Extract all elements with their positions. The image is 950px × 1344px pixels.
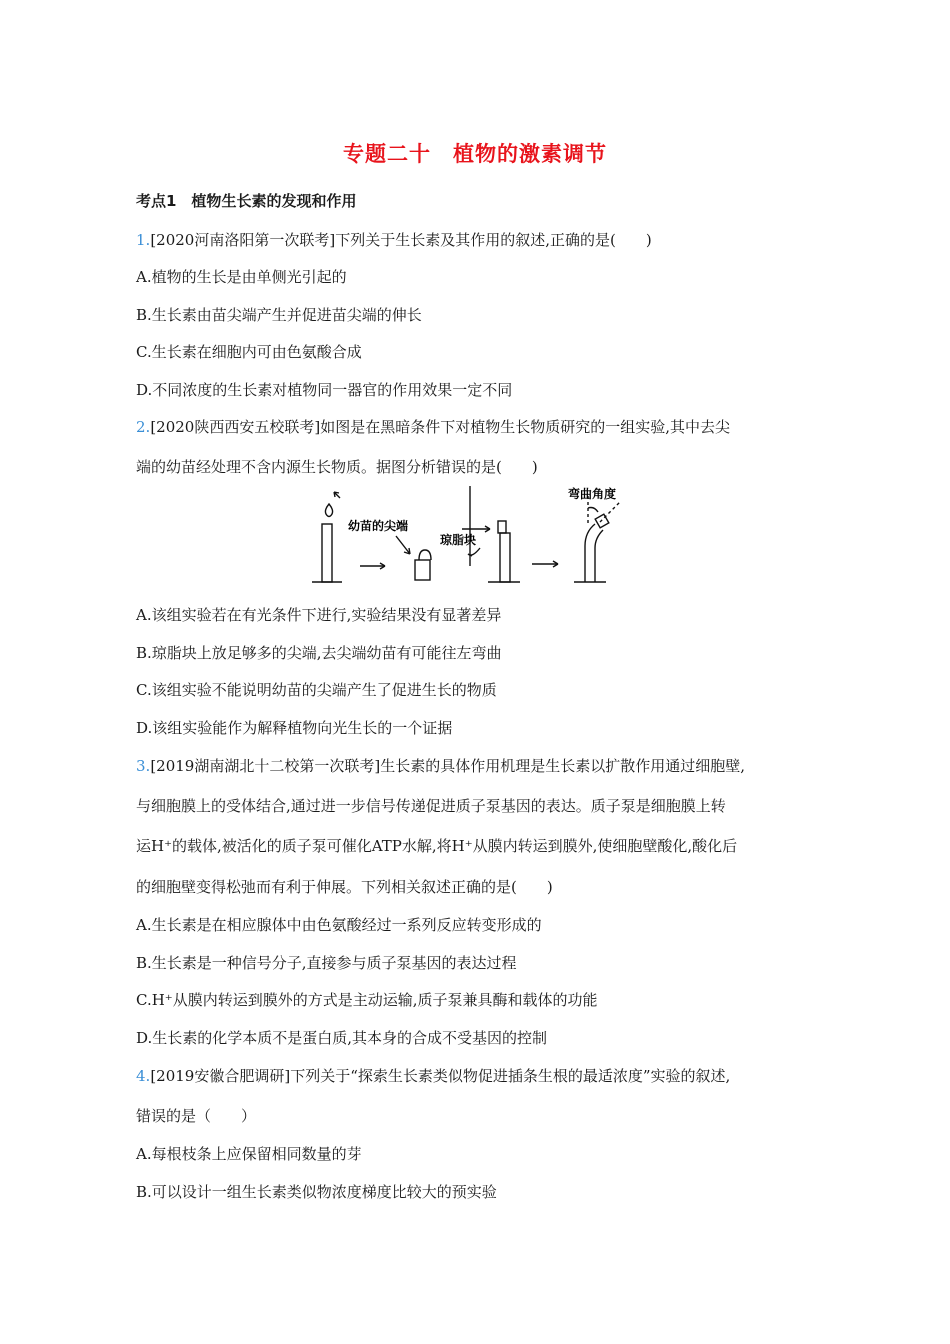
agar-on-bent-seedling <box>595 514 609 528</box>
treated-seedling <box>500 533 510 582</box>
question-1-option-b: B.生长素由苗尖端产生并促进苗尖端的伸长 <box>136 306 422 324</box>
question-3-stem-line-4: 的细胞壁变得松弛而有利于伸展。下列相关叙述正确的是( ) <box>136 878 553 896</box>
question-4-option-b: B.可以设计一组生长素类似物浓度梯度比较大的预实验 <box>136 1183 497 1201</box>
question-3-option-c: C.H⁺从膜内转运到膜外的方式是主动运输,质子泵兼具酶和载体的功能 <box>136 991 598 1009</box>
tip-arrow-icon <box>334 492 340 498</box>
question-3-stem-line-2: 与细胞膜上的受体结合,通过进一步信号传递促进质子泵基因的表达。质子泵是细胞膜上转 <box>136 797 726 815</box>
question-3-option-b: B.生长素是一种信号分子,直接参与质子泵基因的表达过程 <box>136 954 517 972</box>
bent-seedling <box>585 524 603 582</box>
question-4-option-a: A.每根枝条上应保留相同数量的芽 <box>136 1145 362 1163</box>
question-1-stem <box>136 229 652 250</box>
question-4-text-1: [2019安徽合肥调研]下列关于“探索生长素类似物促进插条生根的最适浓度”实验的叙述, <box>150 1067 731 1085</box>
label-bend-angle: 弯曲角度 <box>568 487 617 501</box>
deflection-line <box>600 502 620 522</box>
question-3-option-a: A.生长素是在相应腺体中由色氨酸经过一系列反应转变形成的 <box>136 916 542 934</box>
question-3-text-1: [2019湖南湖北十二校第一次联考]生长素的具体作用机理是生长素以扩散作用通过细胞壁, <box>150 757 745 775</box>
question-2-text-1: [2020陕西西安五校联考]如图是在黑暗条件下对植物生长物质研究的一组实验,其中去尖 <box>150 418 730 436</box>
tip-pointer-icon <box>396 536 410 554</box>
detached-tip-icon <box>325 504 332 517</box>
question-3-stem-line-3: 运H⁺的载体,被活化的质子泵可催化ATP水解,将H⁺从膜内转运到膜外,使细胞壁酸化,酸化后 <box>136 837 738 855</box>
question-2-option-c: C.该组实验不能说明幼苗的尖端产生了促进生长的物质 <box>136 681 497 699</box>
question-2-option-a: A.该组实验若在有光条件下进行,实验结果没有显著差异 <box>136 606 502 624</box>
question-3-option-d: D.生长素的化学本质不是蛋白质,其本身的合成不受基因的控制 <box>136 1029 548 1047</box>
question-2-stem-line-2: 端的幼苗经处理不含内源生长物质。据图分析错误的是( ) <box>136 458 538 476</box>
label-agar-block: 琼脂块 <box>440 533 477 547</box>
question-4-number: 4. <box>136 1067 151 1085</box>
experiment-diagram <box>300 486 660 590</box>
process-arrow-2-icon <box>462 486 490 566</box>
question-1-text: [2020河南洛阳第一次联考]下列关于生长素及其作用的叙述,正确的是( ) <box>150 231 652 249</box>
label-seedling-tip: 幼苗的尖端 <box>348 519 409 533</box>
agar-on-seedling <box>498 521 506 533</box>
question-4-stem-line-1 <box>136 1065 730 1086</box>
question-2-number: 2. <box>136 418 151 436</box>
question-2-stem-line-1 <box>136 416 730 437</box>
angle-arc <box>588 508 598 513</box>
section-heading: 考点1 植物生长素的发现和作用 <box>136 192 357 210</box>
question-1-number: 1. <box>136 231 151 249</box>
process-arrow-3-icon <box>532 561 558 567</box>
question-1-option-a: A.植物的生长是由单侧光引起的 <box>136 268 347 286</box>
question-4-stem-line-2: 错误的是（ ） <box>136 1107 257 1125</box>
question-3-stem-line-1 <box>136 755 745 776</box>
question-1-option-c: C.生长素在细胞内可由色氨酸合成 <box>136 343 362 361</box>
question-2-option-b: B.琼脂块上放足够多的尖端,去尖端幼苗有可能往左弯曲 <box>136 644 502 662</box>
decapitated-seedling <box>322 524 332 582</box>
question-1-option-d: D.不同浓度的生长素对植物同一器官的作用效果一定不同 <box>136 381 513 399</box>
tip-on-agar-icon <box>419 550 431 560</box>
process-arrow-1-icon <box>360 563 385 569</box>
question-2-option-d: D.该组实验能作为解释植物向光生长的一个证据 <box>136 719 453 737</box>
page-title: 专题二十 植物的激素调节 <box>343 142 607 166</box>
agar-block <box>415 560 430 580</box>
experiment-figure <box>300 486 660 594</box>
question-3-number: 3. <box>136 757 151 775</box>
